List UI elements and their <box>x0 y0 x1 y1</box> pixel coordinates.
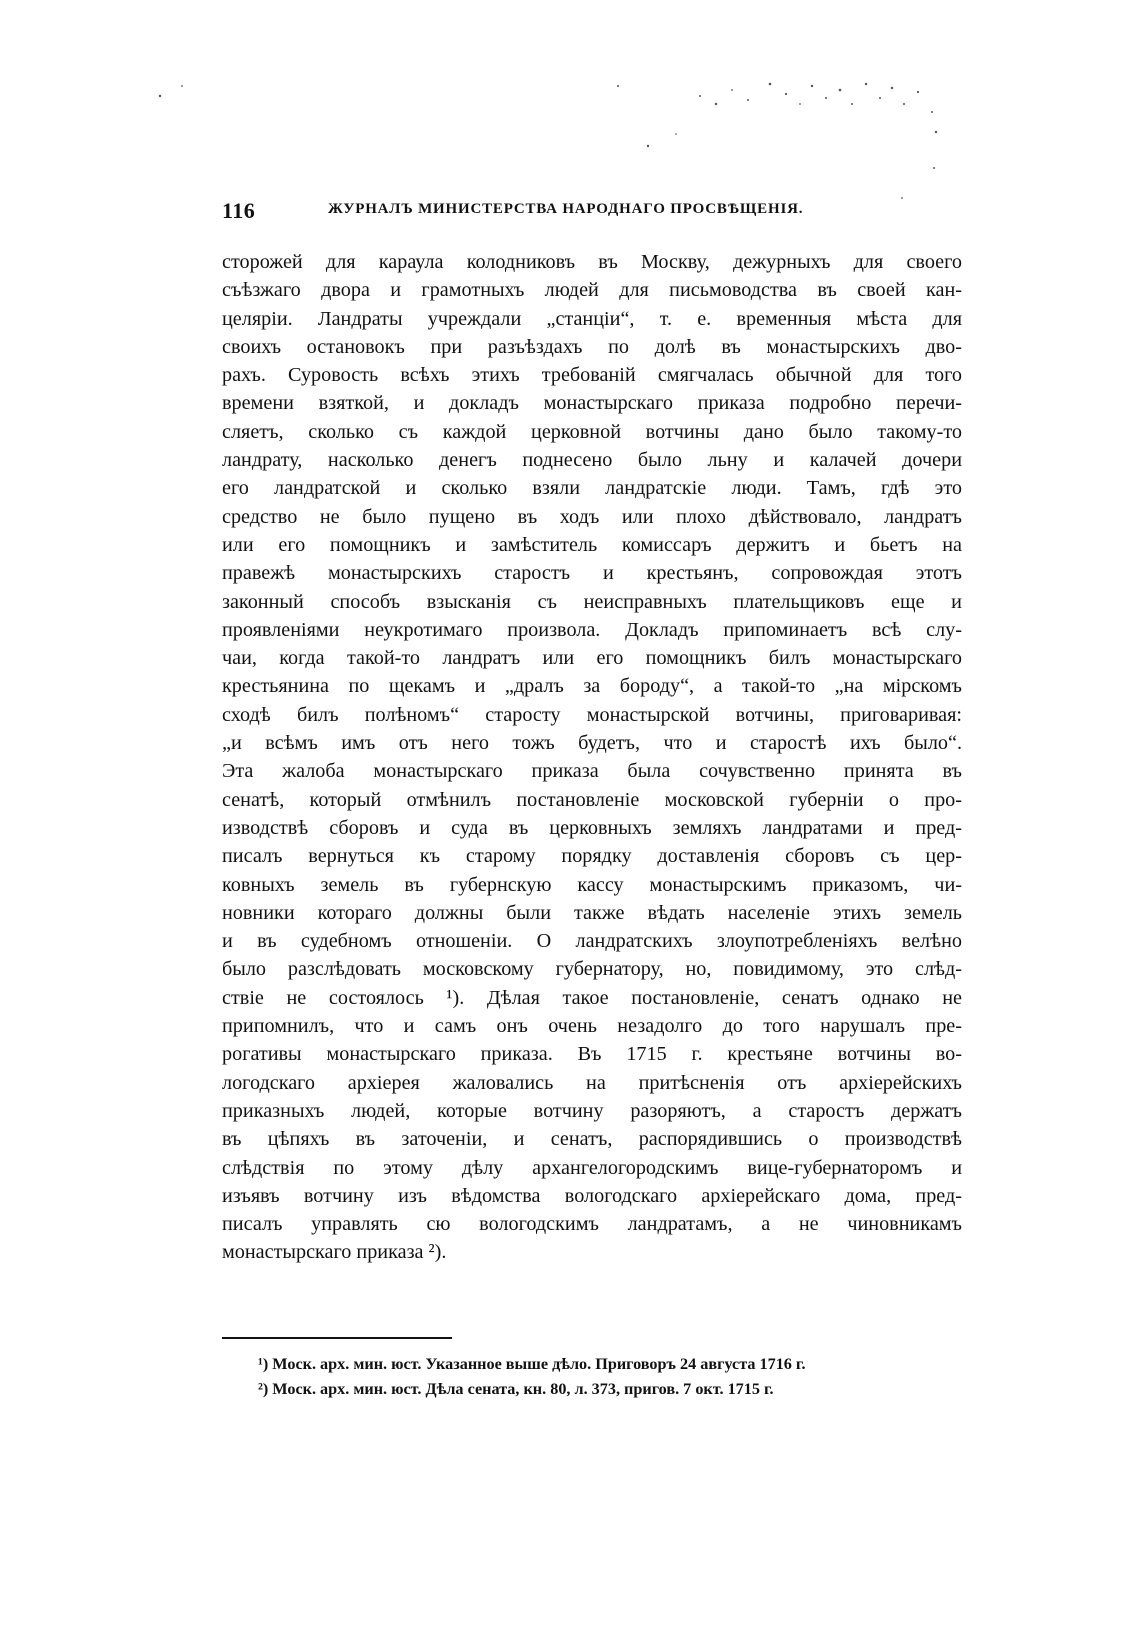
text-line: приказныхъ людей, которые вотчину разоряютъ, а старостъ держатъ <box>222 1099 962 1122</box>
scan-specks <box>0 0 1140 200</box>
page-number: 116 <box>222 198 256 223</box>
text-line: припомнилъ, что и самъ онъ очень незадолго до того нарушалъ пре- <box>222 1015 962 1038</box>
text-line: новники котораго должны были также вѣдать населеніе этихъ земель <box>222 901 962 924</box>
text-line: рахъ. Суровость всѣхъ этихъ требованій смягчалась обычной для того <box>222 364 962 387</box>
footnote-divider <box>222 1337 452 1339</box>
text-line: „и всѣмъ имъ отъ него тожъ будетъ, что и старостѣ ихъ было“. <box>222 732 962 755</box>
footnotes <box>258 1352 948 1402</box>
text-line: въ цѣпяхъ въ заточеніи, и сенатъ, распорядившись о производствѣ <box>222 1128 962 1151</box>
text-line: ствіе не состоялось ¹). Дѣлая такое постановленіе, сенатъ однако не <box>222 986 962 1009</box>
text-line: правежѣ монастырскихъ старостъ и крестьянъ, сопровождая этотъ <box>222 562 962 585</box>
text-line: писалъ вернуться къ старому порядку доставленія сборовъ съ цер- <box>222 845 962 868</box>
text-line: ландрату, насколько денегъ поднесено было льну и калачей дочери <box>222 449 962 472</box>
text-line: его ландратской и сколько взяли ландратскіе люди. Тамъ, гдѣ это <box>222 477 962 500</box>
text-line: крестьянина по щекамъ и „дралъ за бороду“, а такой-то „на мірскомъ <box>222 675 962 698</box>
running-title: ЖУРНАЛЪ МИНИСТЕРСТВА НАРОДНАГО ПРОСВѢЩЕНІЯ. <box>328 201 804 217</box>
text-line: писалъ управлять сю вологодскимъ ландратамъ, а не чиновникамъ <box>222 1213 962 1236</box>
footnote-1: ¹) Моск. арх. мин. юст. Указанное выше дѣло. Приговоръ 24 августа 1716 г. <box>258 1355 806 1373</box>
text-line: съѣзжаго двора и грамотныхъ людей для письмоводства въ своей кан- <box>222 279 962 302</box>
text-line: изводствѣ сборовъ и суда въ церковныхъ земляхъ ландратами и пред- <box>222 816 962 839</box>
text-line: сенатѣ, который отмѣнилъ постановленіе московской губерніи о про- <box>222 788 962 811</box>
text-line: было разслѣдовать московскому губернатору, но, повидимому, это слѣд- <box>222 958 962 981</box>
running-header <box>222 198 962 224</box>
text-line: слѣдствія по этому дѣлу архангелогородскимъ вице-губернаторомъ и <box>222 1156 962 1179</box>
text-line: законный способъ взысканія съ неисправныхъ плательщиковъ еще и <box>222 590 962 613</box>
text-line: логодскаго архіерея жаловались на притѣсненія отъ архіерейскихъ <box>222 1071 962 1094</box>
text-line: Эта жалоба монастырскаго приказа была сочувственно принята въ <box>222 760 962 783</box>
text-line: рогативы монастырскаго приказа. Въ 1715 г. крестьяне вотчины во- <box>222 1043 962 1066</box>
text-line: сляетъ, сколько съ каждой церковной вотчины дано было такому-то <box>222 420 962 443</box>
text-line: средство не было пущено въ ходъ или плохо дѣйствовало, ландратъ <box>222 505 962 528</box>
text-line: изъявъ вотчину изъ вѣдомства вологодскаго архіерейскаго дома, пред- <box>222 1184 962 1207</box>
text-line: времени взяткой, и докладъ монастырскаго приказа подробно перечи- <box>222 392 962 415</box>
text-line: своихъ остановокъ при разъѣздахъ по долѣ въ монастырскихъ дво- <box>222 335 962 358</box>
body-text <box>222 248 962 1267</box>
footnote-2: ²) Моск. арх. мин. юст. Дѣла сената, кн. 80, л. 373, пригов. 7 окт. 1715 г. <box>258 1380 774 1398</box>
text-line: сторожей для караула колодниковъ въ Москву, дежурныхъ для своего <box>222 251 962 273</box>
text-line: или его помощникъ и замѣститель комиссаръ держитъ и бьетъ на <box>222 533 962 556</box>
text-line-last: монастырскаго приказа ²). <box>222 1241 447 1264</box>
text-line: целяріи. Ландраты учреждали „станціи“, т. е. временныя мѣста для <box>222 307 962 330</box>
text-line: сходѣ билъ полѣномъ“ старосту монастырской вотчины, приговаривая: <box>222 703 962 726</box>
text-line: проявленіями неукротимаго произвола. Докладъ припоминаетъ всѣ слу- <box>222 618 962 641</box>
text-line: и въ судебномъ отношеніи. О ландратскихъ злоупотребленіяхъ велѣно <box>222 930 962 953</box>
text-line: ковныхъ земель въ губернскую кассу монастырскимъ приказомъ, чи- <box>222 873 962 896</box>
text-line: чаи, когда такой-то ландратъ или его помощникъ билъ монастырскаго <box>222 647 962 670</box>
